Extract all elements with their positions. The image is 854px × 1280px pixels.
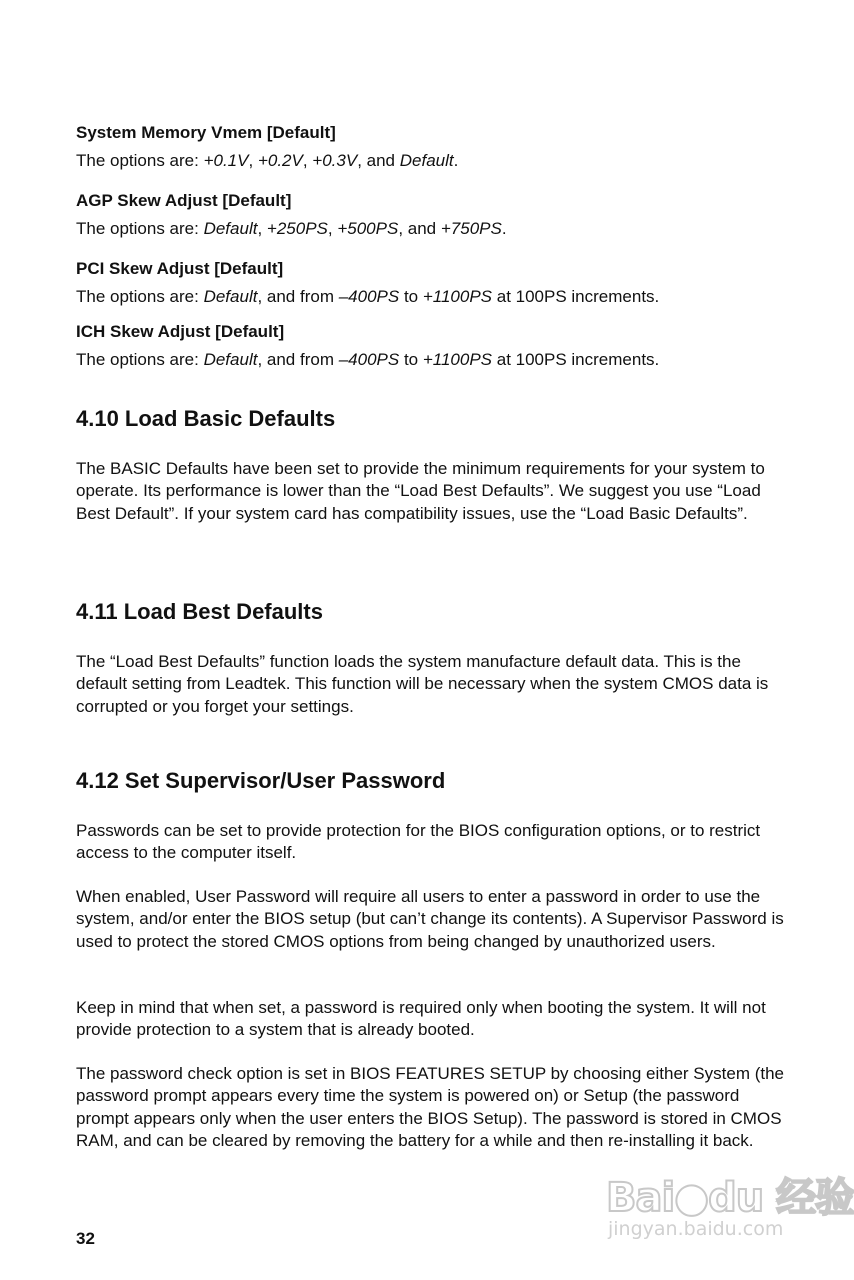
option-title: AGP Skew Adjust [Default]: [76, 191, 292, 210]
section-paragraph: The BASIC Defaults have been set to provide the minimum requirements for your system to operate. Its performance is lower than the “Load Best Defaults”. We suggest you use “Load Best Default”. If your system card has compatibility issues, use the “Load Basic Defaults”.: [76, 459, 765, 523]
option-title: PCI Skew Adjust [Default]: [76, 259, 284, 278]
section-paragraph: Keep in mind that when set, a password is required only when booting the system. It will not provide protection to a system that is already booted.: [76, 998, 766, 1040]
watermark: [600, 1152, 854, 1248]
section-heading: 4.10 Load Basic Defaults: [76, 406, 336, 431]
watermark-logo: Bai●du 经验: [606, 1175, 854, 1221]
option-description: The options are: Default, and from –400PS to +1100PS at 100PS increments.: [76, 350, 660, 369]
section-paragraph: Passwords can be set to provide protection for the BIOS configuration options, or to restrict access to the computer itself.: [76, 821, 761, 863]
option-description: The options are: Default, +250PS, +500PS, and +750PS.: [76, 219, 507, 238]
section-paragraph: The “Load Best Defaults” function loads the system manufacture default data. This is the default setting from Leadtek. This function will be necessary when the system CMOS data is corrupted or you forget your settings.: [76, 652, 769, 716]
section-paragraph: The password check option is set in BIOS FEATURES SETUP by choosing either System (the password prompt appears every time the system is powered on) or Setup (the password prompt appears only when the user enters the BIOS Setup). The password is stored in CMOS RAM, and can be cleared by removing the battery for a while and then re-installing it back.: [76, 1064, 784, 1151]
option-title: System Memory Vmem [Default]: [76, 123, 336, 142]
option-description: The options are: Default, and from –400PS to +1100PS at 100PS increments.: [76, 287, 660, 306]
watermark-url: jingyan.baidu.com: [608, 1218, 784, 1240]
section-heading: 4.12 Set Supervisor/User Password: [76, 768, 446, 793]
section-heading: 4.11 Load Best Defaults: [76, 599, 323, 624]
section-paragraph: When enabled, User Password will require all users to enter a password in order to use the system, and/or enter the BIOS setup (but can’t change its contents). A Supervisor Password is used to protect the stored CMOS options from being changed by unauthorized users.: [76, 887, 784, 951]
option-description: The options are: +0.1V, +0.2V, +0.3V, and Default.: [76, 151, 459, 170]
page-number: 32: [76, 1229, 95, 1248]
option-title: ICH Skew Adjust [Default]: [76, 322, 285, 341]
